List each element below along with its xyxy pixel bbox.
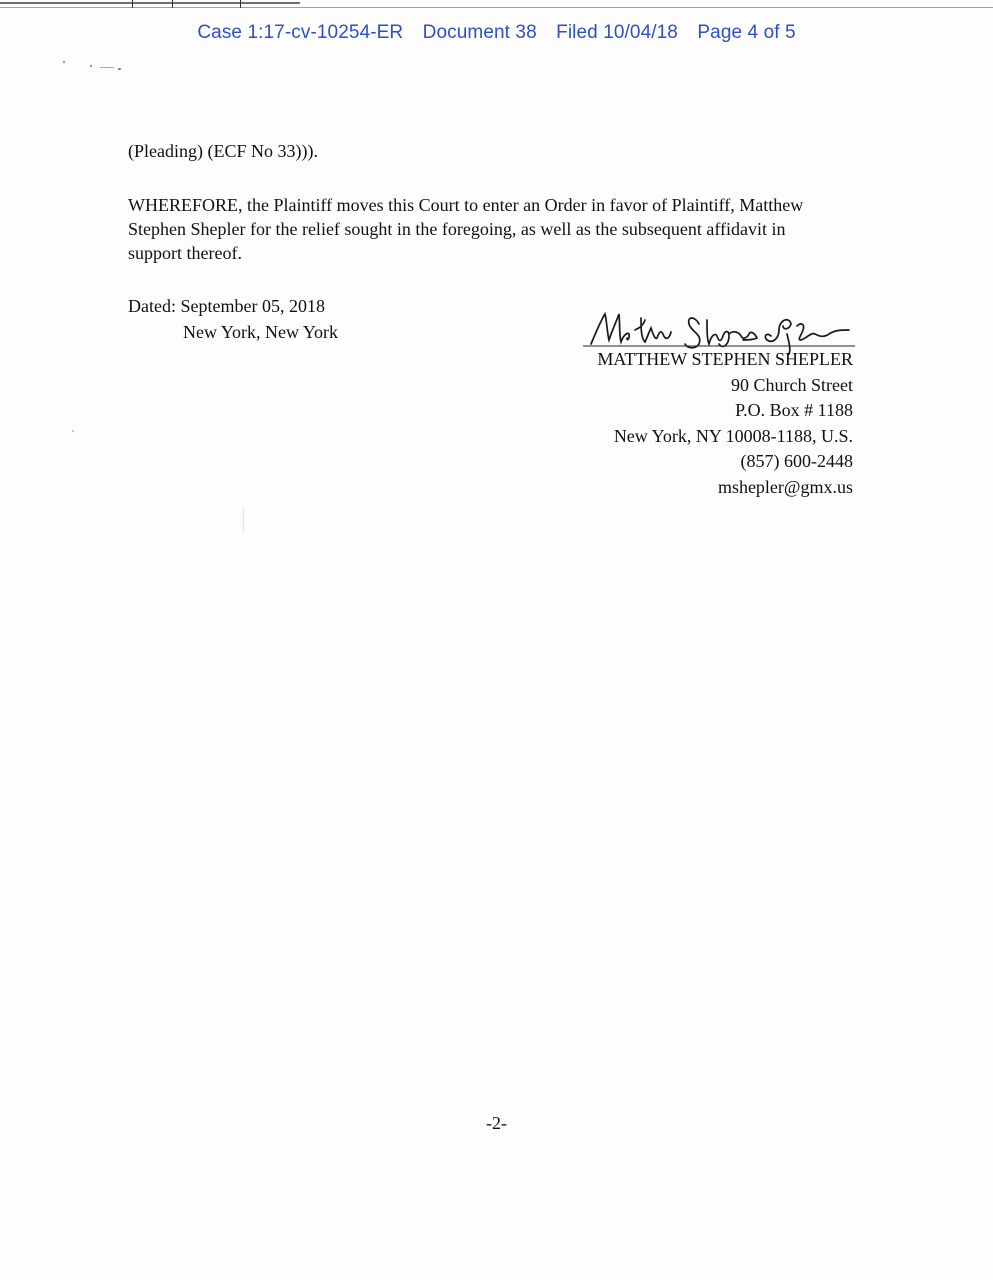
page-count: Page 4 of 5 bbox=[697, 22, 796, 43]
address-street: 90 Church Street bbox=[731, 374, 853, 395]
filed-date: Filed 10/04/18 bbox=[556, 22, 678, 43]
scan-tick bbox=[172, 0, 173, 8]
email-address: mshepler@gmx.us bbox=[717, 476, 853, 497]
dated-block bbox=[128, 293, 338, 345]
scan-edge-line-left bbox=[0, 2, 300, 4]
wherefore-line-2: Stephen Shepler for the relief sought in the foregoing, as well as the subsequent affidavit in bbox=[128, 219, 786, 239]
scan-speck bbox=[72, 430, 74, 432]
case-number: Case 1:17-cv-10254-ER bbox=[197, 22, 404, 43]
address-po-box: P.O. Box # 1188 bbox=[735, 400, 853, 421]
phone-number: (857) 600-2448 bbox=[740, 451, 853, 472]
page-number: -2- bbox=[486, 1113, 507, 1133]
document-number: Document 38 bbox=[422, 22, 537, 43]
scan-tick bbox=[240, 0, 241, 8]
wherefore-line-3: support thereof. bbox=[128, 243, 242, 263]
scan-tick bbox=[132, 0, 133, 8]
scan-speck bbox=[63, 61, 65, 63]
scan-edge-line bbox=[0, 7, 993, 8]
ecf-header bbox=[0, 22, 993, 44]
scan-speck bbox=[118, 68, 121, 70]
scan-speck bbox=[100, 67, 114, 68]
scan-speck bbox=[90, 65, 92, 67]
dated-place: New York, New York bbox=[183, 322, 339, 342]
address-city: New York, NY 10008-1188, U.S. bbox=[613, 425, 853, 446]
signature-block bbox=[597, 347, 853, 501]
signer-name: MATTHEW STEPHEN SHEPLER bbox=[597, 349, 853, 369]
scan-artifact bbox=[243, 508, 244, 532]
dated-date: Dated: September 05, 2018 bbox=[128, 296, 325, 316]
continuation-line: (Pleading) (ECF No 33))). bbox=[128, 141, 318, 161]
wherefore-line-1: WHEREFORE, the Plaintiff moves this Court to enter an Order in favor of Plaintiff, Matthew bbox=[128, 195, 804, 215]
